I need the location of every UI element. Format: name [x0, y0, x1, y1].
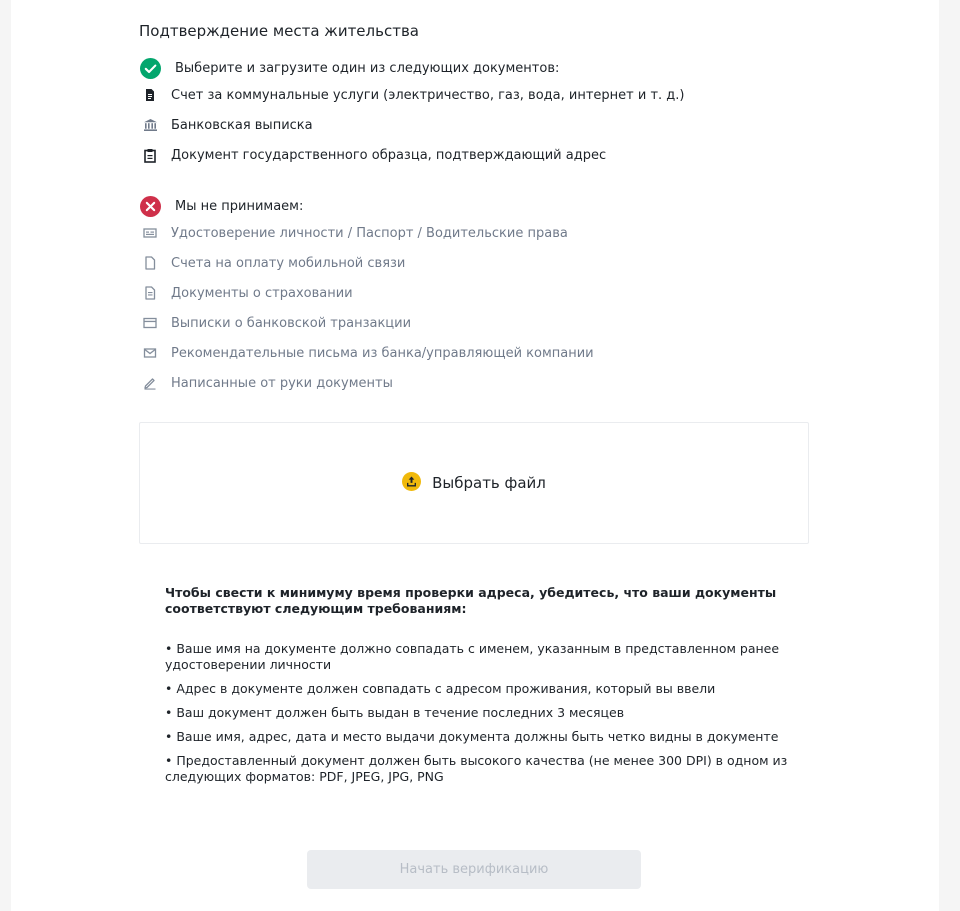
close-circle-icon — [139, 195, 161, 217]
accepted-heading: Выберите и загрузите один из следующих документов: — [175, 60, 560, 76]
requirements-heading: Чтобы свести к минимуму время проверки адреса, убедитесь, что ваши документы соответствуют следующим требованиям: — [165, 585, 777, 616]
rejected-item-label: Удостоверение личности / Паспорт / Водительские права — [171, 225, 568, 241]
accepted-heading-row — [139, 57, 819, 79]
document-icon — [139, 282, 161, 304]
rejected-item — [139, 342, 819, 364]
rejected-item — [139, 222, 819, 244]
requirement-item: • Ваше имя на документе должно совпадать с именем, указанным в представленном ранее удостоверении личности — [165, 641, 780, 672]
requirement-item: • Ваше имя, адрес, дата и место выдачи документа должны быть четко видны в документе — [165, 729, 779, 744]
id-card-icon — [139, 222, 161, 244]
rejected-item-label: Документы о страховании — [171, 285, 353, 301]
requirement-item: • Ваш документ должен быть выдан в течение последних 3 месяцев — [165, 705, 625, 720]
rejected-heading: Мы не принимаем: — [175, 198, 304, 214]
bank-icon — [139, 114, 161, 136]
utility-bill-icon — [139, 84, 161, 106]
accepted-item-label: Документ государственного образца, подтверждающий адрес — [171, 147, 607, 163]
accepted-item — [139, 144, 819, 166]
section-title: Подтверждение места жительства — [139, 22, 419, 40]
rejected-item-label: Выписки о банковской транзакции — [171, 315, 412, 331]
verification-panel — [11, 0, 939, 911]
accepted-item-label: Банковская выписка — [171, 117, 313, 133]
rejected-item — [139, 252, 819, 274]
check-circle-icon — [139, 57, 161, 79]
upload-label: Выбрать файл — [432, 474, 546, 492]
requirements-block — [165, 585, 805, 793]
mail-icon — [139, 342, 161, 364]
upload-icon — [402, 472, 421, 495]
rejected-item-label: Счета на оплату мобильной связи — [171, 255, 406, 271]
rejected-item — [139, 312, 819, 334]
requirement-item: • Предоставленный документ должен быть высокого качества (не менее 300 DPI) в одном из следующих форматов: PDF, JPEG, JPG, PNG — [165, 753, 788, 784]
rejected-heading-row — [139, 195, 819, 217]
file-icon — [139, 252, 161, 274]
file-upload-area[interactable] — [139, 422, 809, 544]
start-verification-button[interactable]: Начать верификацию — [307, 850, 641, 889]
accepted-item-label: Счет за коммунальные услуги (электричество, газ, вода, интернет и т. д.) — [171, 87, 685, 103]
accepted-item — [139, 84, 819, 106]
pen-icon — [139, 372, 161, 394]
card-icon — [139, 312, 161, 334]
rejected-item-label: Рекомендательные письма из банка/управляющей компании — [171, 345, 594, 361]
rejected-item — [139, 372, 819, 394]
rejected-item-label: Написанные от руки документы — [171, 375, 393, 391]
rejected-item — [139, 282, 819, 304]
requirement-item: • Адрес в документе должен совпадать с адресом проживания, который вы ввели — [165, 681, 716, 696]
clipboard-icon — [139, 144, 161, 166]
accepted-item — [139, 114, 819, 136]
